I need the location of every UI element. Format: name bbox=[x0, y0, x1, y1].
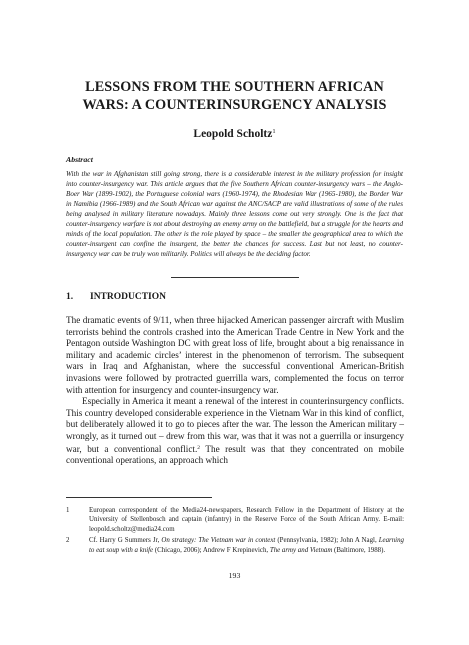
author-text: Leopold Scholtz bbox=[193, 128, 273, 140]
footnote-divider bbox=[66, 497, 212, 498]
footnotes bbox=[66, 506, 404, 557]
paragraph-2 bbox=[66, 396, 404, 467]
section-title: INTRODUCTION bbox=[90, 292, 167, 302]
article-title bbox=[40, 78, 429, 114]
footnote-2 bbox=[66, 536, 404, 555]
cited-title: On strategy: The Vietnam war in context bbox=[161, 537, 276, 545]
title-line-1: LESSONS FROM THE SOUTHERN AFRICAN bbox=[85, 79, 384, 95]
section-number: 1. bbox=[66, 292, 74, 302]
footnote-1 bbox=[66, 506, 404, 534]
footnote-number: 1 bbox=[66, 507, 70, 514]
paragraph-1: The dramatic events of 9/11, when three hijacked American passenger aircraft with Muslim terrorists behind the controls crashed into the American Trade Centre in New York and the Pentagon outside Washington DC with great loss of life, brought about a big renaissance in military and academic circles’ interest in the phenomenon of terrorism. The subsequent wars in Iraq and Afghanistan, where the successful conventional American-British invasions were followed by protracted guerrilla wars, complemented the focus on terror with attention for insurgency and counter-insurgency war. bbox=[66, 315, 404, 395]
footnote-number: 2 bbox=[66, 537, 70, 545]
abstract-label: Abstract bbox=[66, 155, 93, 164]
footnote-text-part: (Chicago, 2006); Andrew F Krepinevich, bbox=[153, 546, 270, 554]
footnote-marker-2[interactable]: 2 bbox=[197, 444, 201, 451]
cited-title: The army and Vietnam bbox=[269, 546, 333, 554]
section-heading bbox=[66, 292, 166, 302]
body-text bbox=[66, 315, 404, 467]
abstract-text: With the war in Afghanistan still going strong, there is a considerable interest in the military profession for insight into counter-insurgency war. This article argues that the five Southern African counter-insurgency wars – the Anglo-Boer War (1899-1902), the Portuguese colonial wars (1960-1974), the Rhodesian War (1965-1980), the Border War in Namibia (1966-1989) and the South African war against the ANC/SACP are valid illustrations of some of the rules being analysed in military literature nowadays. Mainly three lessons come out very strongly. One is the fact that counter-insurgency warfare is not about destroying an enemy army on the battlefield, but a struggle for the hearts and minds of the local population. The other is the role played by space – the smaller the geographical area to which the counter-insurgent can confine the insurgent, the better the chances for success. Last but not least, no counter-insurgency war can be truly won militarily. Politics will always be the deciding factor. bbox=[66, 170, 403, 258]
footnote-text-part: Cf. Harry G Summers Jr, bbox=[89, 537, 162, 545]
footnote-text-part: (Baltimore, 1988). bbox=[332, 546, 386, 554]
author-footnote-marker[interactable]: 1 bbox=[272, 128, 276, 135]
footnote-text: European correspondent of the Media24-newspapers, Research Fellow in the Department of History at the University of Stellenbosch and captain (infantry) in the Reserve Force of the South African Army. E-mail: leopold.scholtz@media24.com bbox=[89, 507, 404, 533]
page-number: 193 bbox=[228, 571, 241, 580]
author-name bbox=[40, 128, 429, 140]
cited-title: Learning to eat soup with a knife bbox=[89, 537, 404, 554]
paragraph-2-end: The result was that they concentrated on mobile conventional operations, an approach which bbox=[66, 443, 404, 466]
abstract-divider bbox=[171, 277, 299, 278]
paragraph-2-text: Especially in America it meant a renewal of the interest in counterinsurgency conflicts. This country developed considerable experience in the Vietnam War in this kind of conflict, but deliberately allowed it to go to pieces after the war. The lesson the American military – wrongly, as it turned out – drew from this war, was that it was not a guerrilla or insurgency war, but a conventional conflict. bbox=[66, 396, 404, 454]
title-line-2: WARS: A COUNTERINSURGENCY ANALYSIS bbox=[82, 97, 387, 113]
footnote-text-part: (Pennsylvania, 1982); John A Nagl, bbox=[275, 537, 379, 545]
